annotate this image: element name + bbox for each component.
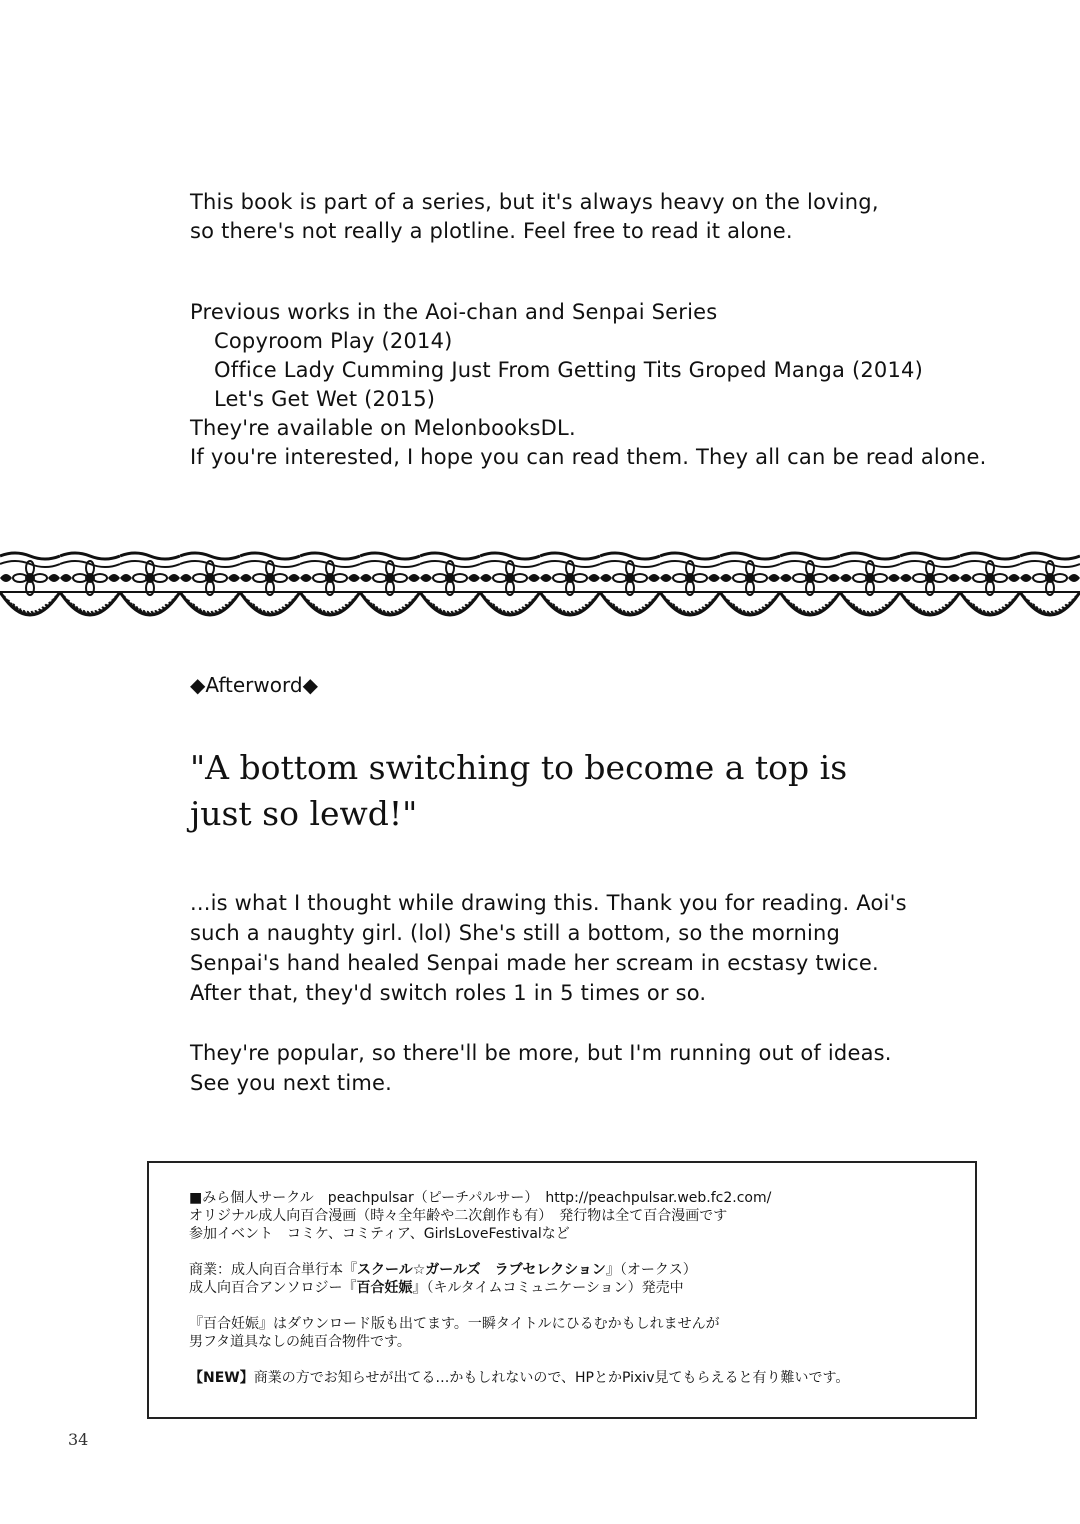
work-item: Office Lady Cumming Just From Getting Tits Groped Manga (2014)	[214, 358, 924, 382]
quote-line: just so lewd!"	[190, 794, 418, 833]
anthology-prefix: 成人向百合アンソロジー『	[189, 1280, 357, 1296]
anthology-line	[189, 1279, 975, 1297]
body-line: After that, they'd switch roles 1 in 5 times or so.	[190, 981, 707, 1005]
info-line: 男フタ道具なしの純百合物件です。	[189, 1334, 411, 1350]
quote-line: "A bottom switching to become a top is	[190, 748, 848, 787]
intro-line: so there's not really a plotline. Feel free to read it alone.	[190, 219, 793, 243]
lace-divider	[0, 548, 1080, 630]
body-line: See you next time.	[190, 1071, 393, 1095]
intro-text	[190, 188, 879, 246]
news-line	[189, 1369, 975, 1387]
work-item: Copyroom Play (2014)	[214, 329, 453, 353]
info-line: 参加イベント コミケ、コミティア、GirlsLoveFestivalなど	[189, 1226, 570, 1242]
info-line: 『百合妊娠』はダウンロード版も出てます。一瞬タイトルにひるむかもしれませんが	[189, 1316, 720, 1332]
intro-line: This book is part of a series, but it's always heavy on the loving,	[190, 190, 879, 214]
previous-works	[190, 298, 987, 472]
commercial-suffix: 』（オークス）	[605, 1262, 697, 1278]
commercial-title: スクール☆ガールズ ラブセレクション	[357, 1262, 606, 1278]
info-line: ■みら個人サークル peachpulsar（ピーチパルサー） http://peachpulsar.web.fc2.com/	[189, 1190, 772, 1206]
afterword-heading: ◆Afterword◆	[190, 673, 318, 697]
body-line: They're popular, so there'll be more, but I'm running out of ideas.	[190, 1041, 892, 1065]
new-tag: 【NEW】	[189, 1370, 254, 1386]
afterword-body	[190, 888, 907, 1098]
works-heading: Previous works in the Aoi-chan and Senpai Series	[190, 300, 718, 324]
commercial-line	[189, 1261, 975, 1279]
works-availability: They're available on MelonbooksDL.	[190, 416, 576, 440]
anthology-title: 百合妊娠	[356, 1280, 413, 1296]
body-line: Senpai's hand healed Senpai made her scream in ecstasy twice.	[190, 951, 879, 975]
new-text: 商業の方でお知らせが出てる…かもしれないので、HPとかPixiv見てもらえると有り難いです。	[253, 1370, 850, 1386]
circle-info-box	[147, 1161, 977, 1419]
body-line: ...is what I thought while drawing this. Thank you for reading. Aoi's	[190, 891, 907, 915]
page-number: 34	[68, 1430, 89, 1449]
commercial-prefix: 商業：成人向百合単行本『	[189, 1262, 357, 1278]
body-line: such a naughty girl. (lol) She's still a bottom, so the morning	[190, 921, 841, 945]
anthology-suffix: 』（キルタイムコミュニケーション）発売中	[412, 1280, 684, 1296]
afterword-quote	[190, 745, 910, 837]
info-line: オリジナル成人向百合漫画（時々全年齢や二次創作も有） 発行物は全て百合漫画です	[189, 1208, 728, 1224]
works-note: If you're interested, I hope you can read them. They all can be read alone.	[190, 445, 987, 469]
work-item: Let's Get Wet (2015)	[214, 387, 436, 411]
